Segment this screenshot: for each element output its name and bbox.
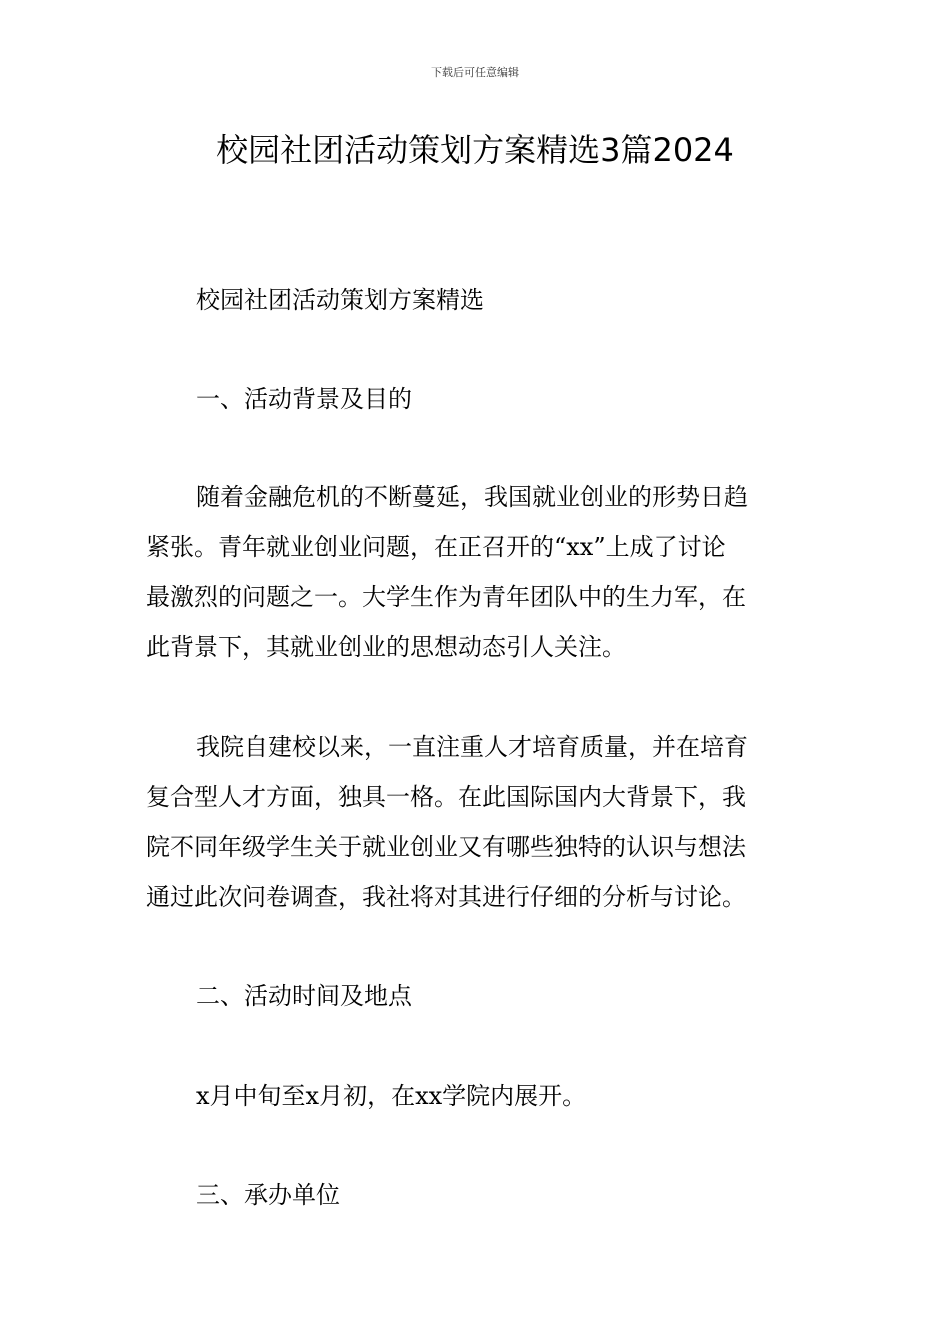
section-heading-organizer: 三、承办单位 <box>196 1181 340 1209</box>
paragraph-line: 我院自建校以来，一直注重人才培育质量，并在培育 <box>196 733 748 761</box>
paragraph-line: 紧张。青年就业创业问题，在正召开的“xx”上成了讨论 <box>146 533 726 561</box>
paragraph-line: 复合型人才方面，独具一格。在此国际国内大背景下，我 <box>146 783 746 811</box>
paragraph-line: 此背景下，其就业创业的思想动态引人关注。 <box>146 633 626 661</box>
paragraph-time-place: x月中旬至x月初，在xx学院内展开。 <box>196 1082 587 1110</box>
paragraph-line: 通过此次问卷调查，我社将对其进行仔细的分析与讨论。 <box>146 883 746 911</box>
section-heading-time-place: 二、活动时间及地点 <box>196 982 412 1010</box>
paragraph-background <box>146 472 806 672</box>
paragraph-line: 院不同年级学生关于就业创业又有哪些独特的认识与想法 <box>146 833 746 861</box>
paragraph-line: 随着金融危机的不断蔓延，我国就业创业的形势日趋 <box>196 483 748 511</box>
document-title: 校园社团活动策划方案精选3篇2024 <box>216 131 734 169</box>
header-note: 下载后可任意编辑 <box>431 66 519 79</box>
paragraph-school <box>146 722 806 922</box>
section-heading-background: 一、活动背景及目的 <box>196 385 412 413</box>
document-subtitle: 校园社团活动策划方案精选 <box>196 286 484 314</box>
paragraph-line: 最激烈的问题之一。大学生作为青年团队中的生力军，在 <box>146 583 746 611</box>
